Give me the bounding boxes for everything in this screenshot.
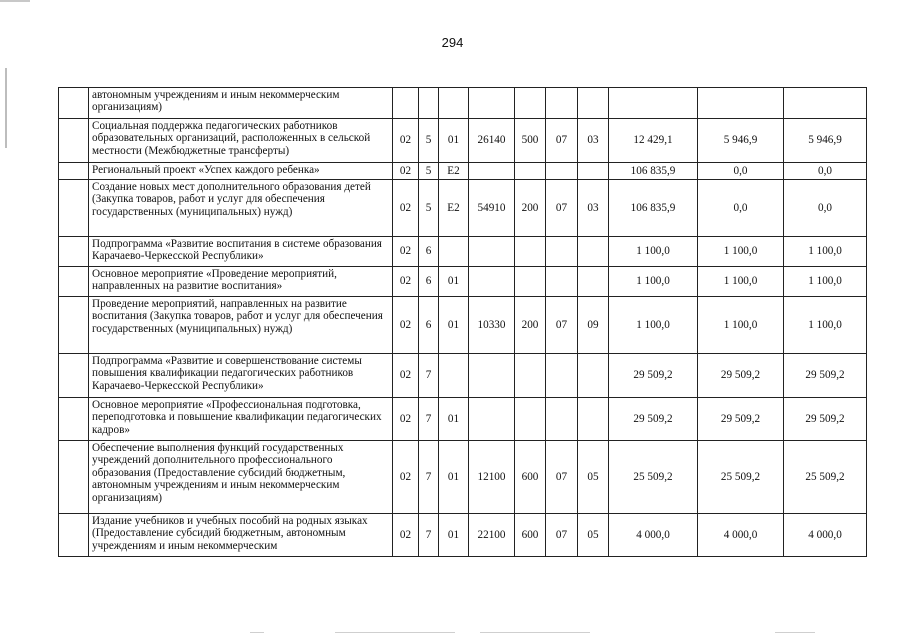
row-number-cell (59, 163, 89, 180)
code-cell (439, 354, 469, 398)
code-cell: 07 (546, 119, 578, 163)
code-cell (546, 267, 578, 297)
code-cell (578, 267, 609, 297)
item-name-cell: Обеспечение выполнения функций государственных учреждений дополнительного профессионального образования (Предоставление субсидий бюджетным, автономным учреждениям и иным некоммерческим организациям) (89, 441, 393, 514)
amount-cell: 1 100,0 (784, 237, 867, 267)
code-cell: 7 (419, 354, 439, 398)
code-cell: 07 (546, 514, 578, 557)
table-row (59, 514, 867, 557)
item-name-cell: Региональный проект «Успех каждого ребенка» (89, 163, 393, 180)
code-cell: 01 (439, 297, 469, 354)
code-cell: E2 (439, 180, 469, 237)
row-number-cell (59, 297, 89, 354)
amount-cell: 1 100,0 (609, 297, 698, 354)
code-cell: 02 (393, 119, 419, 163)
code-cell (546, 237, 578, 267)
code-cell: E2 (439, 163, 469, 180)
table-row (59, 237, 867, 267)
code-cell: 600 (515, 441, 546, 514)
row-number-cell (59, 237, 89, 267)
row-number-cell (59, 119, 89, 163)
amount-cell: 12 429,1 (609, 119, 698, 163)
row-number-cell (59, 354, 89, 398)
code-cell: 200 (515, 297, 546, 354)
amount-cell: 0,0 (698, 180, 784, 237)
code-cell (515, 267, 546, 297)
code-cell: 01 (439, 119, 469, 163)
scan-edge-mark (0, 0, 30, 2)
code-cell (515, 163, 546, 180)
amount-cell: 25 509,2 (609, 441, 698, 514)
amount-cell (698, 88, 784, 119)
amount-cell (609, 88, 698, 119)
code-cell: 5 (419, 180, 439, 237)
code-cell (578, 354, 609, 398)
amount-cell: 1 100,0 (609, 237, 698, 267)
code-cell: 200 (515, 180, 546, 237)
code-cell: 22100 (469, 514, 515, 557)
scan-bottom-line (775, 632, 815, 633)
amount-cell: 0,0 (784, 180, 867, 237)
code-cell: 6 (419, 267, 439, 297)
scan-bottom-line (480, 632, 590, 633)
amount-cell: 4 000,0 (698, 514, 784, 557)
code-cell (439, 237, 469, 267)
row-number-cell (59, 441, 89, 514)
code-cell: 6 (419, 237, 439, 267)
table-row (59, 441, 867, 514)
code-cell (469, 398, 515, 441)
amount-cell: 1 100,0 (698, 237, 784, 267)
code-cell: 07 (546, 180, 578, 237)
amount-cell: 25 509,2 (784, 441, 867, 514)
amount-cell: 4 000,0 (784, 514, 867, 557)
code-cell (515, 237, 546, 267)
code-cell: 02 (393, 514, 419, 557)
item-name-cell: Подпрограмма «Развитие воспитания в системе образования Карачаево-Черкесской Республики» (89, 237, 393, 267)
table-row (59, 354, 867, 398)
amount-cell: 29 509,2 (784, 398, 867, 441)
code-cell (546, 88, 578, 119)
amount-cell: 1 100,0 (784, 297, 867, 354)
code-cell: 01 (439, 267, 469, 297)
code-cell: 02 (393, 297, 419, 354)
code-cell: 09 (578, 297, 609, 354)
amount-cell: 25 509,2 (698, 441, 784, 514)
item-name-cell: Основное мероприятие «Проведение мероприятий, направленных на развитие воспитания» (89, 267, 393, 297)
amount-cell: 5 946,9 (784, 119, 867, 163)
code-cell (469, 237, 515, 267)
amount-cell: 0,0 (784, 163, 867, 180)
code-cell: 54910 (469, 180, 515, 237)
code-cell: 10330 (469, 297, 515, 354)
item-name-cell: автономным учреждениям и иным некоммерческим организациям) (89, 88, 393, 119)
page-number: 294 (441, 35, 464, 50)
amount-cell: 1 100,0 (784, 267, 867, 297)
code-cell: 01 (439, 441, 469, 514)
code-cell: 03 (578, 180, 609, 237)
item-name-cell: Социальная поддержка педагогических работников образовательных организаций, расположенных в сельской местности (Межбюджетные трансферты) (89, 119, 393, 163)
amount-cell: 29 509,2 (609, 354, 698, 398)
row-number-cell (59, 514, 89, 557)
scan-bottom-line (250, 632, 264, 633)
amount-cell: 4 000,0 (609, 514, 698, 557)
code-cell: 26140 (469, 119, 515, 163)
item-name-cell: Издание учебников и учебных пособий на родных языках (Предоставление субсидий бюджетным, автономным учреждениям и иным некоммерческим (89, 514, 393, 557)
code-cell: 07 (546, 441, 578, 514)
code-cell: 500 (515, 119, 546, 163)
table-row (59, 297, 867, 354)
amount-cell: 29 509,2 (698, 354, 784, 398)
code-cell: 01 (439, 514, 469, 557)
code-cell (469, 88, 515, 119)
code-cell: 02 (393, 441, 419, 514)
code-cell (546, 163, 578, 180)
scan-margin-line (5, 68, 7, 148)
table-row (59, 119, 867, 163)
code-cell (515, 88, 546, 119)
code-cell: 05 (578, 441, 609, 514)
amount-cell: 1 100,0 (609, 267, 698, 297)
code-cell (419, 88, 439, 119)
item-name-cell: Подпрограмма «Развитие и совершенствование системы повышения квалификации педагогических работников Карачаево-Черкесской Республики» (89, 354, 393, 398)
code-cell: 7 (419, 441, 439, 514)
amount-cell: 106 835,9 (609, 180, 698, 237)
code-cell (578, 237, 609, 267)
code-cell (515, 354, 546, 398)
amount-cell: 1 100,0 (698, 297, 784, 354)
code-cell (578, 398, 609, 441)
code-cell (439, 88, 469, 119)
code-cell (515, 398, 546, 441)
code-cell: 02 (393, 163, 419, 180)
row-number-cell (59, 398, 89, 441)
code-cell: 07 (546, 297, 578, 354)
code-cell: 02 (393, 398, 419, 441)
table-row (59, 267, 867, 297)
amount-cell: 0,0 (698, 163, 784, 180)
code-cell (469, 354, 515, 398)
row-number-cell (59, 180, 89, 237)
code-cell: 7 (419, 398, 439, 441)
code-cell: 5 (419, 119, 439, 163)
table-row (59, 180, 867, 237)
row-number-cell (59, 267, 89, 297)
code-cell: 600 (515, 514, 546, 557)
table-row (59, 163, 867, 180)
code-cell (546, 398, 578, 441)
code-cell: 12100 (469, 441, 515, 514)
amount-cell: 29 509,2 (698, 398, 784, 441)
code-cell: 05 (578, 514, 609, 557)
code-cell: 7 (419, 514, 439, 557)
code-cell (546, 354, 578, 398)
table-row (59, 398, 867, 441)
code-cell: 01 (439, 398, 469, 441)
amount-cell: 29 509,2 (784, 354, 867, 398)
code-cell: 02 (393, 180, 419, 237)
code-cell: 6 (419, 297, 439, 354)
item-name-cell: Проведение мероприятий, направленных на развитие воспитания (Закупка товаров, работ и услуг для обеспечения государственных (муниципальных) нужд) (89, 297, 393, 354)
code-cell: 02 (393, 267, 419, 297)
row-number-cell (59, 88, 89, 119)
scan-bottom-line (335, 632, 455, 633)
code-cell (578, 163, 609, 180)
code-cell: 5 (419, 163, 439, 180)
amount-cell: 1 100,0 (698, 267, 784, 297)
amount-cell: 106 835,9 (609, 163, 698, 180)
amount-cell (784, 88, 867, 119)
code-cell (393, 88, 419, 119)
item-name-cell: Основное мероприятие «Профессиональная подготовка, переподготовка и повышение квалификации педагогических кадров» (89, 398, 393, 441)
code-cell: 02 (393, 354, 419, 398)
amount-cell: 5 946,9 (698, 119, 784, 163)
code-cell (469, 267, 515, 297)
code-cell (469, 163, 515, 180)
budget-table (58, 87, 867, 557)
amount-cell: 29 509,2 (609, 398, 698, 441)
item-name-cell: Создание новых мест дополнительного образования детей (Закупка товаров, работ и услуг для обеспечения государственных (муниципальных) нужд) (89, 180, 393, 237)
code-cell: 03 (578, 119, 609, 163)
code-cell: 02 (393, 237, 419, 267)
code-cell (578, 88, 609, 119)
table-row (59, 88, 867, 119)
